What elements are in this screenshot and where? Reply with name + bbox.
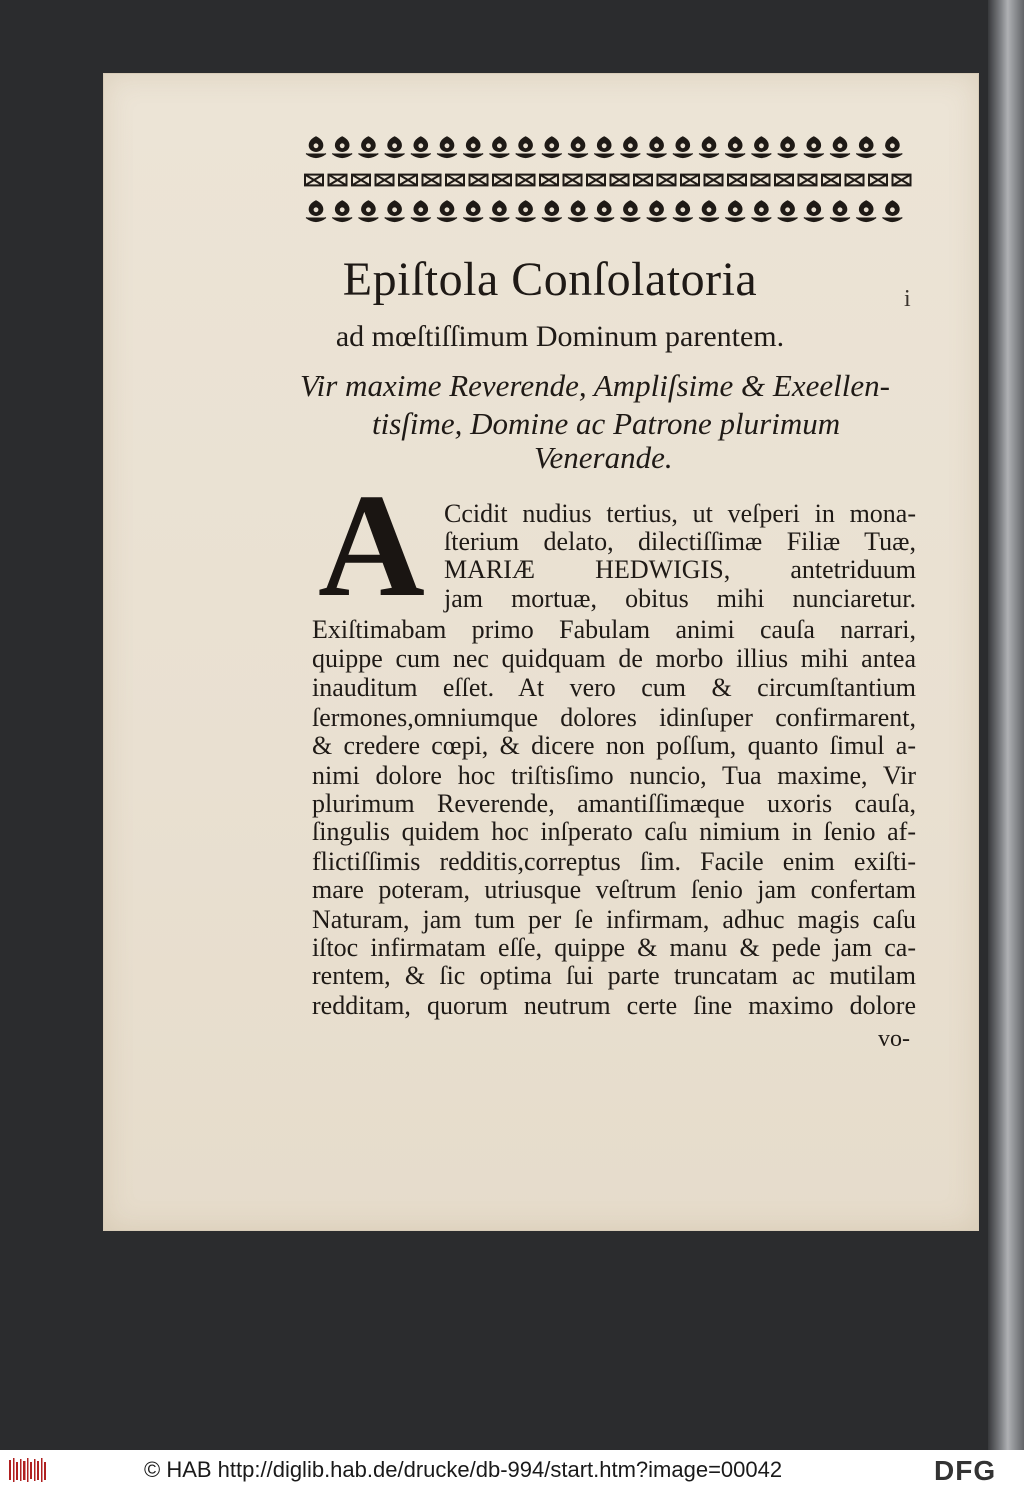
page-title: Epiſtola Conſolatoria — [342, 253, 758, 306]
copyright-url[interactable]: © HAB http://diglib.hab.de/drucke/db-994/start.htm?image=00042 — [144, 1457, 783, 1482]
body-line: nimi dolore hoc triſtisſimo nuncio, Tua maxime, Vir — [312, 761, 916, 790]
plastic-sleeve-edge — [988, 0, 1024, 1450]
body-line: mare poteram, utriusque veſtrum ſenio jam confertam — [312, 875, 916, 904]
body-line: ſterium delato, dilectiſſimæ Filiæ Tuæ, — [444, 527, 916, 556]
body-line: & credere cœpi, & dicere non poſſum, quanto ſimul a- — [312, 731, 916, 760]
dfg-logo: DFG — [934, 1455, 997, 1486]
body-line: Exiſtimabam primo Fabulam animi cauſa narrari, — [312, 615, 916, 644]
salutation-line: Vir maxime Reverende, Ampliſsime & Exeellen- — [300, 368, 890, 403]
body-line: redditam, quorum neutrum certe ſine maximo dolore — [312, 991, 916, 1020]
body-line: flictiſſimis redditis,correptus ſim. Facile enim exiſti- — [312, 847, 916, 876]
viewer-footer — [0, 1450, 1024, 1490]
body-line: inauditum eſſet. At vero cum & circumſtantium — [312, 673, 916, 702]
page-subtitle: ad mœſtiſſimum Dominum parentem. — [335, 320, 785, 353]
body-line: jam mortuæ, obitus mihi nunciaretur. — [444, 584, 916, 613]
body-line: MARIÆ HEDWIGIS, antetriduum — [444, 555, 916, 584]
catchword: vo- — [878, 1026, 910, 1052]
drop-cap-initial: A — [318, 464, 425, 628]
body-line: Naturam, jam tum per ſe infirmam, adhuc magis caſu — [312, 905, 916, 934]
body-line: ſermones,omniumque dolores idinſuper confirmarent, — [312, 703, 916, 732]
folio-mark: i — [904, 286, 911, 312]
salutation-line: Venerande. — [534, 440, 673, 475]
hab-barcode-logo-icon — [8, 1456, 48, 1484]
body-line: Ccidit nudius tertius, ut veſperi in mona- — [444, 499, 916, 528]
ornament-band-icon — [302, 128, 912, 230]
body-line: rentem, & ſic optima ſui parte truncatam ac mutilam — [312, 961, 916, 990]
salutation-line: tisſime, Domine ac Patrone plurimum — [372, 406, 841, 441]
body-line: plurimum Reverende, amantiſſimæque uxoris cauſa, — [312, 789, 916, 818]
body-line: quippe cum nec quidquam de morbo illius mihi antea — [312, 644, 916, 673]
body-line: iſtoc infirmatam eſſe, quippe & manu & pede jam ca- — [312, 933, 916, 962]
body-line: ſingulis quidem hoc inſperato caſu nimium in ſenio af- — [312, 817, 916, 846]
